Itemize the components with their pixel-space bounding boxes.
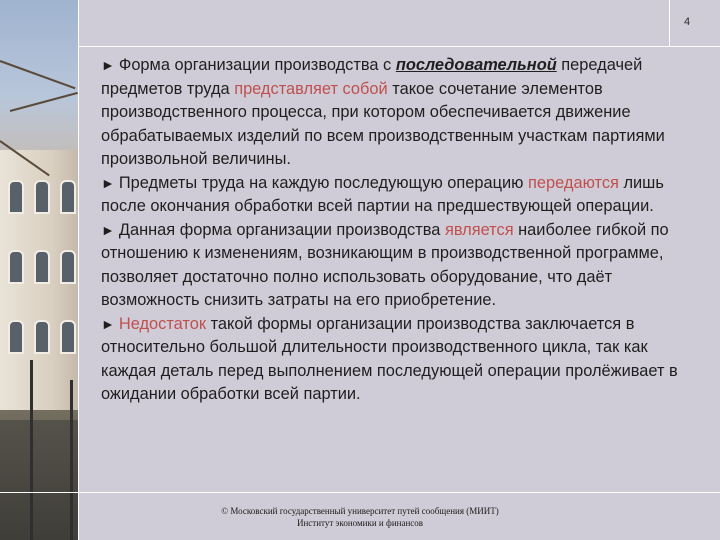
paragraph-text: такое сочетание элементов производственного процесса, при котором обеспечивается движение обрабатываемых изделий по всем производственным участкам партиями произвольной величины. [101,79,665,168]
lamp-post [30,360,33,540]
window [60,180,76,214]
emphasized-term: последовательной [395,56,557,74]
paragraph-text: Предметы труда на каждую последующую операцию [118,173,529,192]
paragraph-text: Форма организации производства с [118,56,396,74]
window [8,180,24,214]
paragraph-text: наиболее гибкой по отношению к изменениям, возникающим в производственной программе, позволяет достаточно полно использовать оборудование, что даёт возможность снизить затраты на его приобретение. [101,220,669,309]
slide-footer [150,505,570,529]
window [34,250,50,284]
footer-copyright: © Московский государственный университет путей сообщения (МИИТ) [221,506,499,516]
bullet-paragraph [101,219,701,313]
paragraph-text: Данная форма организации производства [118,220,445,239]
bullet-paragraph [101,172,701,219]
highlighted-term: передаются [528,173,619,192]
bullet-paragraph [101,54,701,172]
slide-number: 4 [683,16,691,28]
header-divider [78,46,720,47]
bullet-arrow-icon: ► [101,57,115,73]
bullet-arrow-icon: ► [101,315,115,332]
window [8,250,24,284]
tree-trunk [70,380,73,540]
window [8,320,24,354]
window [60,320,76,354]
footer-institute: Институт экономики и финансов [296,518,424,528]
tree-branch [10,92,78,112]
left-frame-line [78,0,79,540]
paragraph-text: передачей предметов труда [101,56,643,98]
highlighted-term: является [444,220,514,239]
paragraph-text: лишь после окончания обработки всей партии на предшествующей операции. [101,173,664,215]
bullet-arrow-icon: ► [101,174,115,191]
window [34,320,50,354]
highlighted-term: представляет собой [234,79,388,98]
bullet-paragraph [101,313,701,407]
highlighted-term: Недостаток [118,314,207,333]
window [60,250,76,284]
footer-divider [0,492,720,493]
paragraph-text: такой формы организации производства заключается в относительно большой длительности производственного цикла, так как каждая деталь перед выполнением последующей операции пролёживает в ожидании обработки всей партии. [101,314,678,403]
window [34,180,50,214]
slide-body [101,54,701,407]
slide-number-divider [669,0,670,47]
bullet-arrow-icon: ► [101,221,115,238]
tree-branch [0,60,76,89]
